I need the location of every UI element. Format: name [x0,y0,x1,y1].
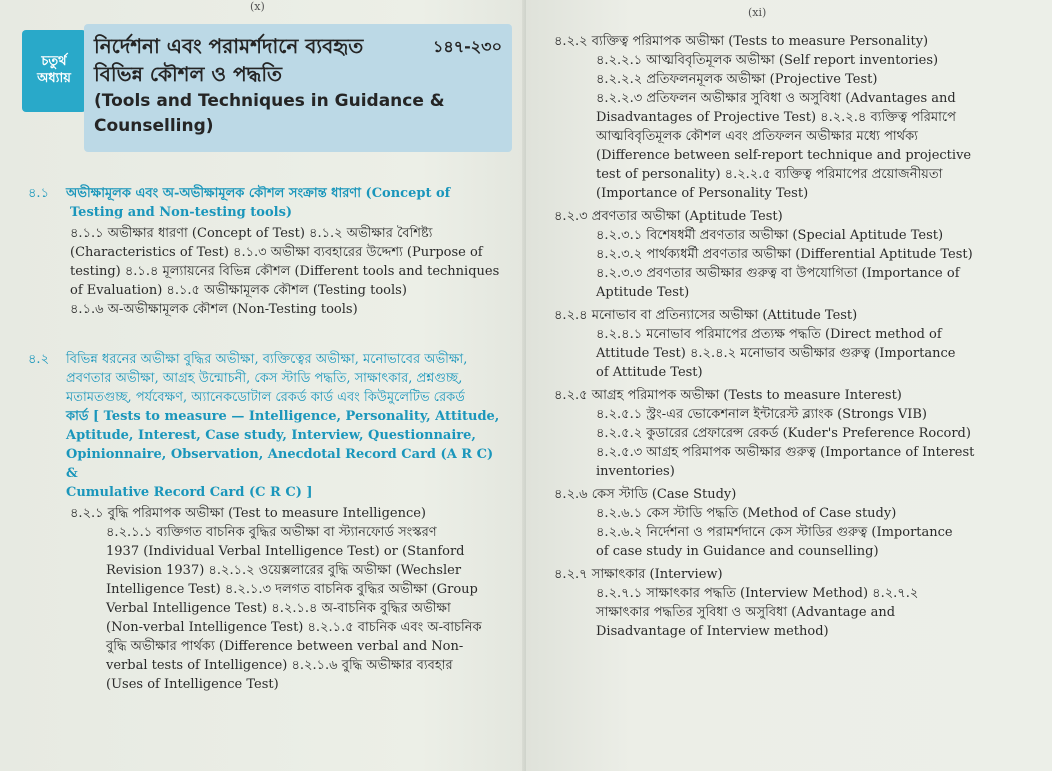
toc-line: Verbal Intelligence Test) ৪.২.১.৪ অ-বাচনিক বুদ্ধির অভীক্ষা [106,601,451,616]
toc-line: ৪.২.৩.১ বিশেষধর্মী প্রবণতার অভীক্ষা (Special Aptitude Test) [596,228,944,243]
toc-line: testing) ৪.১.৪ মূল্যায়নের বিভিন্ন কৌশল (Different tools and techniques [70,264,500,279]
subsection-body [554,325,1024,382]
toc-line: Aptitude Test) [596,285,690,300]
chapter-title-bn: নির্দেশনা এবং পরামর্শদানে ব্যবহৃত [94,34,364,58]
subsection-body [554,226,1024,302]
toc-line: (Importance of Personality Test) [596,186,809,201]
toc-line: ৪.২.৪.১ মনোভাব পরিমাপের প্রত্যক্ষ পদ্ধতি (Direct method of [596,327,942,342]
chapter-title-en: Counselling) [94,116,214,136]
toc-line: ৪.১.৬ অ-অভীক্ষামূলক কৌশল (Non-Testing tools) [70,302,358,317]
section-title-line: প্রবণতার অভীক্ষা, আগ্রহ উন্মোচনী, কেস স্টাডি পদ্ধতি, সাক্ষাৎকার, প্রশ্নগুচ্ছ, [66,371,463,386]
chapter-title-bn: বিভিন্ন কৌশল ও পদ্ধতি [94,62,283,86]
section-title: অভীক্ষামূলক এবং অ-অভীক্ষামূলক কৌশল সংক্রান্ত ধারণা (Concept of [66,186,451,201]
subsection-heading [554,565,1024,584]
toc-line: সাক্ষাৎকার পদ্ধতির সুবিধা ও অসুবিধা (Advantage and [596,605,896,620]
toc-line: Attitude Test) ৪.২.৪.২ মনোভাব অভীক্ষার গুরুত্ব (Importance [596,346,956,361]
subsection-heading [554,306,1024,325]
toc-line: Intelligence Test) ৪.২.১.৩ দলগত বাচনিক বুদ্ধির অভীক্ষা (Group [106,582,478,597]
chapter-tab-line: অধ্যায় [37,71,71,86]
subsection-heading [554,207,1024,226]
section-heading [28,184,506,203]
page-number: (xi) [748,6,767,19]
toc-line: আত্মবিবৃতিমূলক কৌশল এবং প্রতিফলন অভীক্ষার মধ্যে পার্থক্য [596,129,918,144]
toc-line: ৪.২.৩.৩ প্রবণতার অভীক্ষার গুরুত্ব বা উপযোগিতা (Importance of [596,266,960,281]
toc-line: ৪.২.৫.৩ আগ্রহ পরিমাপক অভীক্ষার গুরুত্ব (Importance of Interest [596,445,975,460]
subsection-heading [554,485,1024,504]
toc-line: (Non-verbal Intelligence Test) ৪.২.১.৫ বাচনিক এবং অ-বাচনিক [106,620,482,635]
section-title-line: Aptitude, Interest, Case study, Interview, Questionnaire, [66,428,476,443]
section-title: Testing and Non-testing tools) [70,205,293,220]
toc-line: of Attitude Test) [596,365,703,380]
toc-line: (Difference between self-report technique and projective [596,148,972,163]
toc-line: ৪.২.৬.১ কেস স্টাডি পদ্ধতি (Method of Case study) [596,506,897,521]
toc-line: ৪.২.৫.২ কুডারের প্রেফারেন্স রেকর্ড (Kuder's Preference Rocord) [596,426,971,441]
subsection-heading [554,32,1024,51]
section-heading [28,350,506,502]
section-4-1 [28,184,506,319]
section-4-2 [28,350,506,694]
section-number: ৪.১ [28,186,50,201]
toc-line: ৪.২.২ ব্যক্তিত্ব পরিমাপক অভীক্ষা (Tests to measure Personality) [554,34,929,49]
toc-line: of Evaluation) ৪.১.৫ অভীক্ষামূলক কৌশল (Testing tools) [70,283,407,298]
toc-line: of case study in Guidance and counselling) [596,544,879,559]
subsection-body [554,51,1024,203]
toc-line: ৪.২.৬.২ নির্দেশনা ও পরামর্শদানে কেস স্টাডির গুরুত্ব (Importance [596,525,953,540]
toc-line: ৪.২.৫ আগ্রহ পরিমাপক অভীক্ষা (Tests to measure Interest) [554,388,902,403]
toc-line: ৪.২.২.২ প্রতিফলনমূলক অভীক্ষা (Projective Test) [596,72,878,87]
toc-line: 1937 (Individual Verbal Intelligence Test) or (Stanford [106,544,465,559]
toc-line: ৪.২.২.১ আত্মবিবৃতিমূলক অভীক্ষা (Self report inventories) [596,53,939,68]
section-title-line: কার্ড [ Tests to measure — Intelligence, Personality, Attitude, [66,409,500,424]
chapter-title-en: (Tools and Techniques in Guidance & [94,91,445,111]
toc-line: (Uses of Intelligence Test) [106,677,279,692]
chapter-tab [22,30,86,112]
toc-line: ৪.২.২.৩ প্রতিফলন অভীক্ষার সুবিধা ও অসুবিধা (Advantages and [596,91,956,106]
section-heading-cont [28,203,506,222]
section-title-line: মতামতগুচ্ছ, পর্যবেক্ষণ, অ্যানেকডোটাল রেকর্ড কার্ড এবং কিউমুলেটিভ রেকর্ড [66,390,465,405]
toc-line: ৪.২.৫.১ স্ট্রং-এর ভোকেশনাল ইন্টারেস্ট ব্ল্যাংক (Strongs VIB) [596,407,927,422]
toc-line: ৪.২.১.১ ব্যক্তিগত বাচনিক বুদ্ধির অভীক্ষা বা স্ট্যানফোর্ড সংস্করণ [106,525,437,540]
toc-line: Disadvantage of Interview method) [596,624,829,639]
right-page [526,0,1052,771]
toc-line: (Characteristics of Test) ৪.১.৩ অভীক্ষা ব্যবহারের উদ্দেশ্য (Purpose of [70,245,483,260]
toc-line: ৪.২.৩.২ পার্থক্যধর্মী প্রবণতার অভীক্ষা (Differential Aptitude Test) [596,247,973,262]
subsection-body [554,405,1024,481]
toc-line: Disadvantages of Projective Test) ৪.২.২.৪ ব্যক্তিত্ব পরিমাপে [596,110,956,125]
toc-line: ৪.২.৭.১ সাক্ষাৎকার পদ্ধতি (Interview Method) ৪.২.৭.২ [596,586,919,601]
toc-line: বুদ্ধি অভীক্ষার পার্থক্য (Difference between verbal and Non- [106,639,464,654]
subsection-heading [554,386,1024,405]
chapter-page-range: ১৪৭-২৩০ [432,37,502,56]
chapter-tab-line: চতুর্থ [41,54,67,70]
section-title-line: Cumulative Record Card (C R C) ] [66,485,313,500]
subsection-body [554,504,1024,561]
toc-line: test of personality) ৪.২.২.৫ ব্যক্তিত্ব পরিমাপের প্রয়োজনীয়তা [596,167,943,182]
toc-line: ৪.২.৬ কেস স্টাডি (Case Study) [554,487,737,502]
page-number: (x) [250,0,265,13]
subsection-body [554,584,1024,641]
toc-line: Revision 1937) ৪.২.১.২ ওয়েক্সলারের বুদ্ধি অভীক্ষা (Wechsler [106,563,462,578]
section-number: ৪.২ [28,352,50,367]
subsection-4-2-1: ৪.২.১ বুদ্ধি পরিমাপক অভীক্ষা (Test to measure Intelligence) [70,506,426,521]
toc-line: ৪.২.৩ প্রবণতার অভীক্ষা (Aptitude Test) [554,209,783,224]
toc-line: verbal tests of Intelligence) ৪.২.১.৬ বুদ্ধি অভীক্ষার ব্যবহার [106,658,453,673]
chapter-title-box [84,24,512,152]
section-title-line: Opinionnaire, Observation, Anecdotal Record Card (A R C) & [66,447,494,481]
section-title-line: বিভিন্ন ধরনের অভীক্ষা বুদ্ধির অভীক্ষা, ব্যক্তিত্বের অভীক্ষা, মনোভাবের অভীক্ষা, [66,352,468,367]
toc-line: inventories) [596,464,675,479]
toc-line: ৪.২.৪ মনোভাব বা প্রতিন্যাসের অভীক্ষা (Attitude Test) [554,308,858,323]
toc-line: ৪.১.১ অভীক্ষার ধারণা (Concept of Test) ৪.১.২ অভীক্ষার বৈশিষ্ট্য [70,226,433,241]
right-toc [554,32,1024,641]
toc-line: ৪.২.৭ সাক্ষাৎকার (Interview) [554,567,723,582]
